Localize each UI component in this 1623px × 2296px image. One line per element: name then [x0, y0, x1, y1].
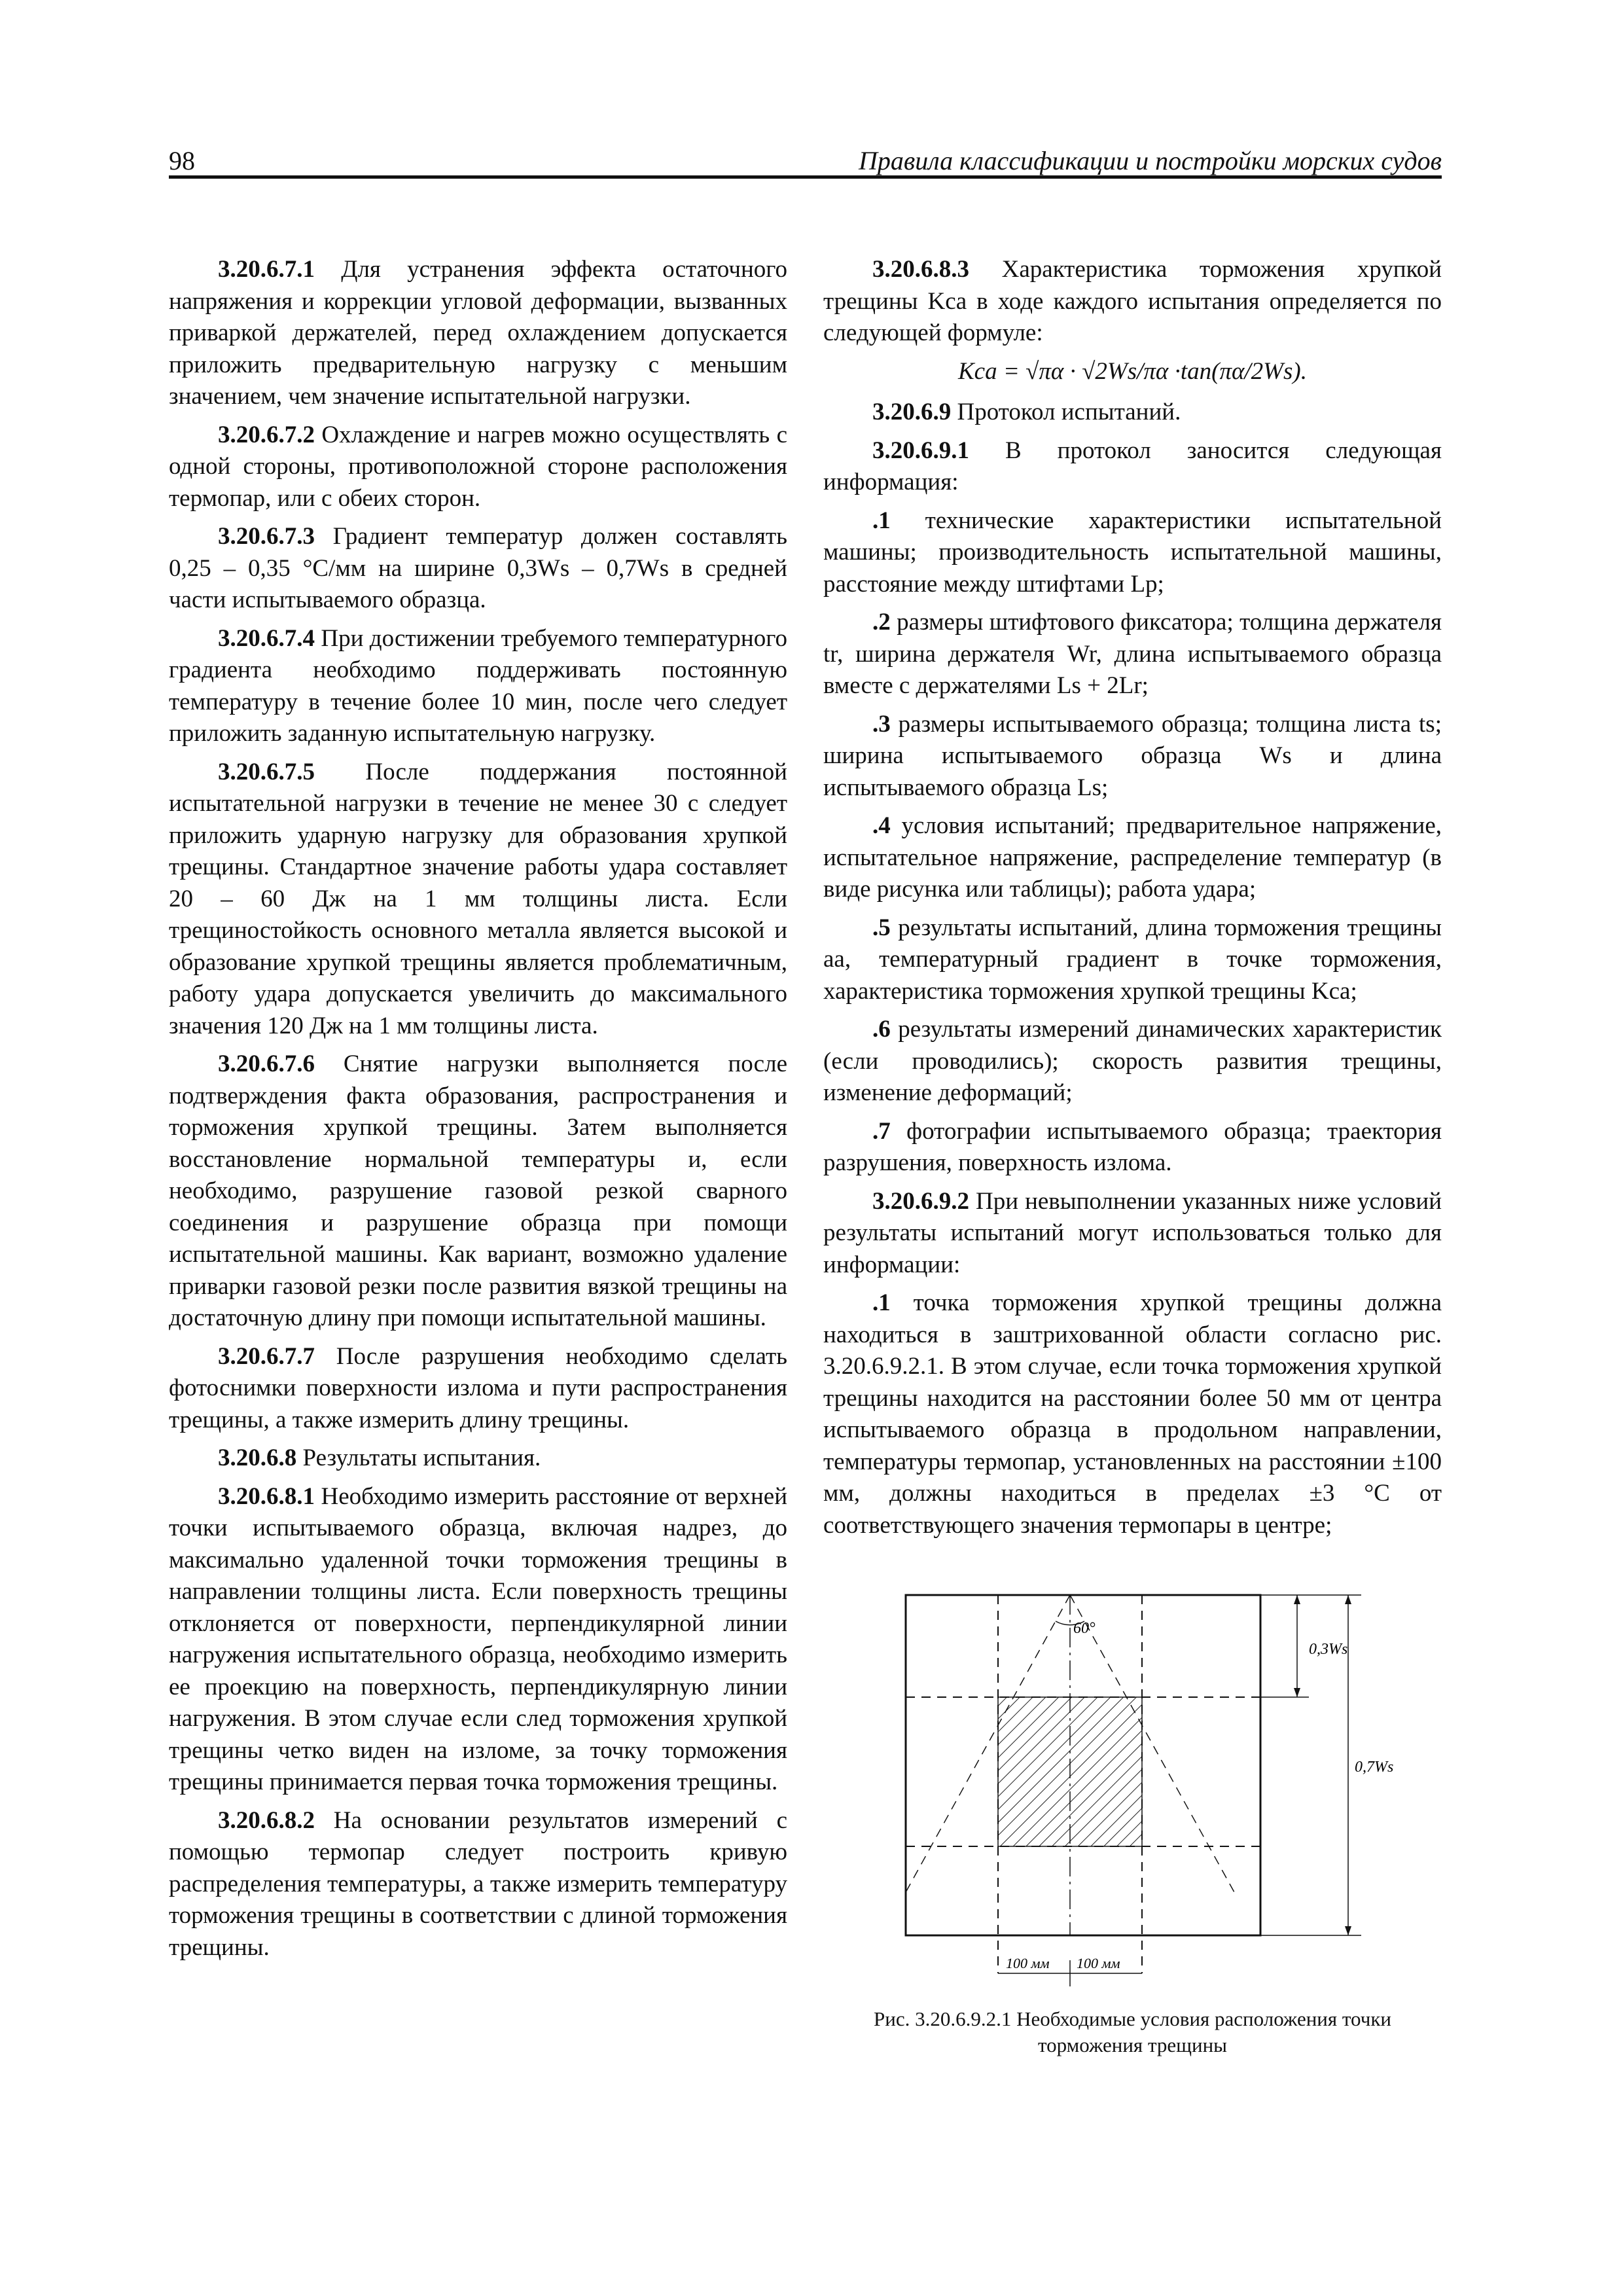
- clause-number: 3.20.6.7.5: [218, 758, 315, 785]
- paragraph: [823, 435, 1442, 499]
- item-number: .4: [872, 812, 891, 839]
- item-number: .3: [872, 710, 891, 738]
- clause-text: Снятие нагрузки выполняется после подтверждения факта образования, распространения и торможения хрупкой трещины. Затем выполняется восстановление нормальной температуры и, если необходимо, разрушение газовой резкой сварного соединения и разрушение образца при помощи испытательной машины. Как вариант, возможно удаление приварки газовой резки после развития вязкой трещины на достаточную длину при помощи испытательной машины.: [169, 1050, 787, 1331]
- list-item: [823, 607, 1442, 702]
- clause-text: На основании результатов измерений с помощью термопар следует построить кривую распределения температуры, а также измерить температуру торможения трещины в соответствии с длиной торможения трещины.: [169, 1806, 787, 1961]
- angle-label: 60°: [1073, 1620, 1096, 1637]
- item-number: .6: [872, 1016, 891, 1043]
- item-number: .5: [872, 914, 891, 941]
- list-item: [823, 505, 1442, 601]
- page-number: 98: [169, 146, 195, 175]
- dim-label-07: 0,7Ws: [1355, 1759, 1394, 1776]
- formula: Kca = √πα · √2Ws/πα ·tan(πα/2Ws).: [958, 357, 1307, 385]
- list-item: [823, 912, 1442, 1008]
- clause-text: При невыполнении указанных ниже условий результаты испытаний могут использоваться только для информации:: [823, 1187, 1442, 1278]
- figure-crack-arrest-zone: [851, 1581, 1427, 2000]
- clause-number: 3.20.6.7.7: [218, 1342, 315, 1370]
- dim-arrow: [1294, 1688, 1300, 1697]
- list-item: [823, 709, 1442, 804]
- paragraph: [169, 420, 787, 515]
- dim-label-03: 0,3Ws: [1309, 1641, 1348, 1658]
- item-number: .1: [872, 1289, 891, 1316]
- clause-text: Для устранения эффекта остаточного напряжения и коррекции угловой деформации, вызванных приваркой держателей, перед охлаждением допускается приложить предварительную нагрузку с меньшим значением, чем значение испытательной нагрузки.: [169, 256, 787, 410]
- item-text: фотографии испытываемого образца; траектория разрушения, поверхность излома.: [823, 1117, 1442, 1176]
- paragraph: [169, 1049, 787, 1335]
- figure-caption: Рис. 3.20.6.9.2.1 Необходимые условия расположения точки торможения трещины: [874, 2007, 1391, 2056]
- clause-number: 3.20.6.7.2: [218, 421, 315, 448]
- clause-number: 3.20.6.8.3: [872, 256, 969, 283]
- item-text: технические характеристики испытательной машины; производительность испытательной машины, расстояние между штифтами Lp;: [823, 507, 1442, 598]
- clause-number: 3.20.6.9.1: [872, 437, 969, 464]
- clause-text: После поддержания постоянной испытательной нагрузки в течение не менее 30 с следует приложить ударную нагрузку для образования хрупкой трещины. Стандартное значение работы удара составляет 20 – 60 Дж на 1 мм толщины листа. Если трещиностойкость основного металла является высокой и образование хрупкой трещины является проблематичным, работу удара допускается увеличить до максимального значения 120 Дж на 1 мм толщины листа.: [169, 758, 787, 1039]
- clause-number: 3.20.6.8.1: [218, 1482, 315, 1510]
- clause-number: 3.20.6.9.2: [872, 1187, 969, 1215]
- clause-text: При достижении требуемого температурного градиента необходимо поддерживать постоянную температуру в течение более 10 мин, после чего следует приложить заданную испытательную нагрузку.: [169, 624, 787, 747]
- item-text: размеры штифтового фиксатора; толщина держателя tr, ширина держателя Wr, длина испытываемого образца вместе с держателями Ls + 2Lr;: [823, 609, 1442, 699]
- running-title: Правила классификации и постройки морских судов: [858, 146, 1442, 175]
- clause-number: 3.20.6.7.6: [218, 1050, 315, 1077]
- header-rule: [169, 175, 1442, 179]
- item-text: размеры испытываемого образца; толщина листа ts; ширина испытываемого образца Ws и длина испытываемого образца Ls;: [823, 710, 1442, 801]
- dim-label-right: 100 мм: [1077, 1955, 1120, 1971]
- paragraph: [823, 1186, 1442, 1282]
- paragraph: [169, 1341, 787, 1437]
- dim-label-left: 100 мм: [1006, 1955, 1050, 1971]
- clause-number: 3.20.6.8.2: [218, 1806, 315, 1834]
- list-item: [823, 1014, 1442, 1109]
- item-text: результаты измерений динамических характеристик (если проводились); скорость развития трещины, изменение деформаций;: [823, 1016, 1442, 1106]
- clause-text: Охлаждение и нагрев можно осуществлять с одной стороны, противоположной стороне расположения термопар, или с обеих сторон.: [169, 421, 787, 512]
- paragraph: [169, 1805, 787, 1964]
- item-number: .1: [872, 507, 891, 534]
- paragraph: [169, 1443, 787, 1475]
- list-item: [823, 1287, 1442, 1541]
- list-item: [823, 810, 1442, 906]
- clause-text: Характеристика торможения хрупкой трещины Kca в ходе каждого испытания определяется по следующей формуле:: [823, 256, 1442, 346]
- left-column: [169, 254, 787, 1970]
- clause-text: В протокол заносится следующая информация:: [823, 437, 1442, 495]
- item-text: точка торможения хрупкой трещины должна находиться в заштрихованной области согласно рис. 3.20.6.9.2.1. В этом случае, если точка торможения хрупкой трещины находится на расстоянии более 50 мм от центра испытываемого образца в продольном направлении, температуры термопар, установленных на расстоянии ±100 мм, должны находиться в пределах ±3 °С от соответствующего значения термопары в центре;: [823, 1289, 1442, 1539]
- clause-text: Протокол испытаний.: [951, 399, 1181, 425]
- dim-arrow: [1345, 1926, 1351, 1935]
- right-column: [823, 254, 1442, 1548]
- figure-diagram: [851, 1581, 1427, 2000]
- item-text: условия испытаний; предварительное напряжение, испытательное напряжение, распределение температур (в виде рисунка или таблицы); работа удара;: [823, 812, 1442, 903]
- paragraph: [823, 397, 1442, 429]
- clause-number: 3.20.6.7.3: [218, 523, 315, 550]
- item-number: .7: [872, 1117, 891, 1145]
- paragraph: [823, 254, 1442, 350]
- clause-number: 3.20.6.9: [872, 399, 952, 425]
- clause-text: Результаты испытания.: [296, 1444, 541, 1471]
- dim-arrow: [1345, 1595, 1351, 1604]
- item-text: результаты испытаний, длина торможения трещины aa, температурный градиент в точке торможения, характеристика торможения хрупкой трещины Kca;: [823, 914, 1442, 1005]
- list-item: [823, 1116, 1442, 1179]
- clause-text: Необходимо измерить расстояние от верхней точки испытываемого образца, включая надрез, до максимально удаленной точки торможения трещины в направлении толщины листа. Если поверхность трещины отклоняется от поверхности, перпендикулярной линии нагружения испытательного образца, необходимо измерить ее проекцию на поверхность, перпендикулярную линии нагружения. В этом случае если след торможения хрупкой трещины четко виден на изломе, за точку торможения трещины принимается первая точка торможения трещины.: [169, 1482, 787, 1795]
- clause-text: Градиент температур должен составлять 0,25 – 0,35 °С/мм на ширине 0,3Ws – 0,7Ws в средней части испытываемого образца.: [169, 523, 787, 613]
- clause-text: После разрушения необходимо сделать фотоснимки поверхности излома и пути распространения трещины, а также измерить длину трещины.: [169, 1342, 787, 1433]
- paragraph: [169, 521, 787, 617]
- paragraph: [169, 254, 787, 413]
- paragraph: [169, 623, 787, 750]
- clause-number: 3.20.6.7.4: [218, 624, 315, 652]
- clause-number: 3.20.6.7.1: [218, 256, 315, 283]
- item-number: .2: [872, 609, 891, 636]
- paragraph: [169, 1481, 787, 1799]
- dim-arrow: [1294, 1595, 1300, 1604]
- clause-number: 3.20.6.8: [218, 1444, 297, 1471]
- paragraph: [169, 757, 787, 1043]
